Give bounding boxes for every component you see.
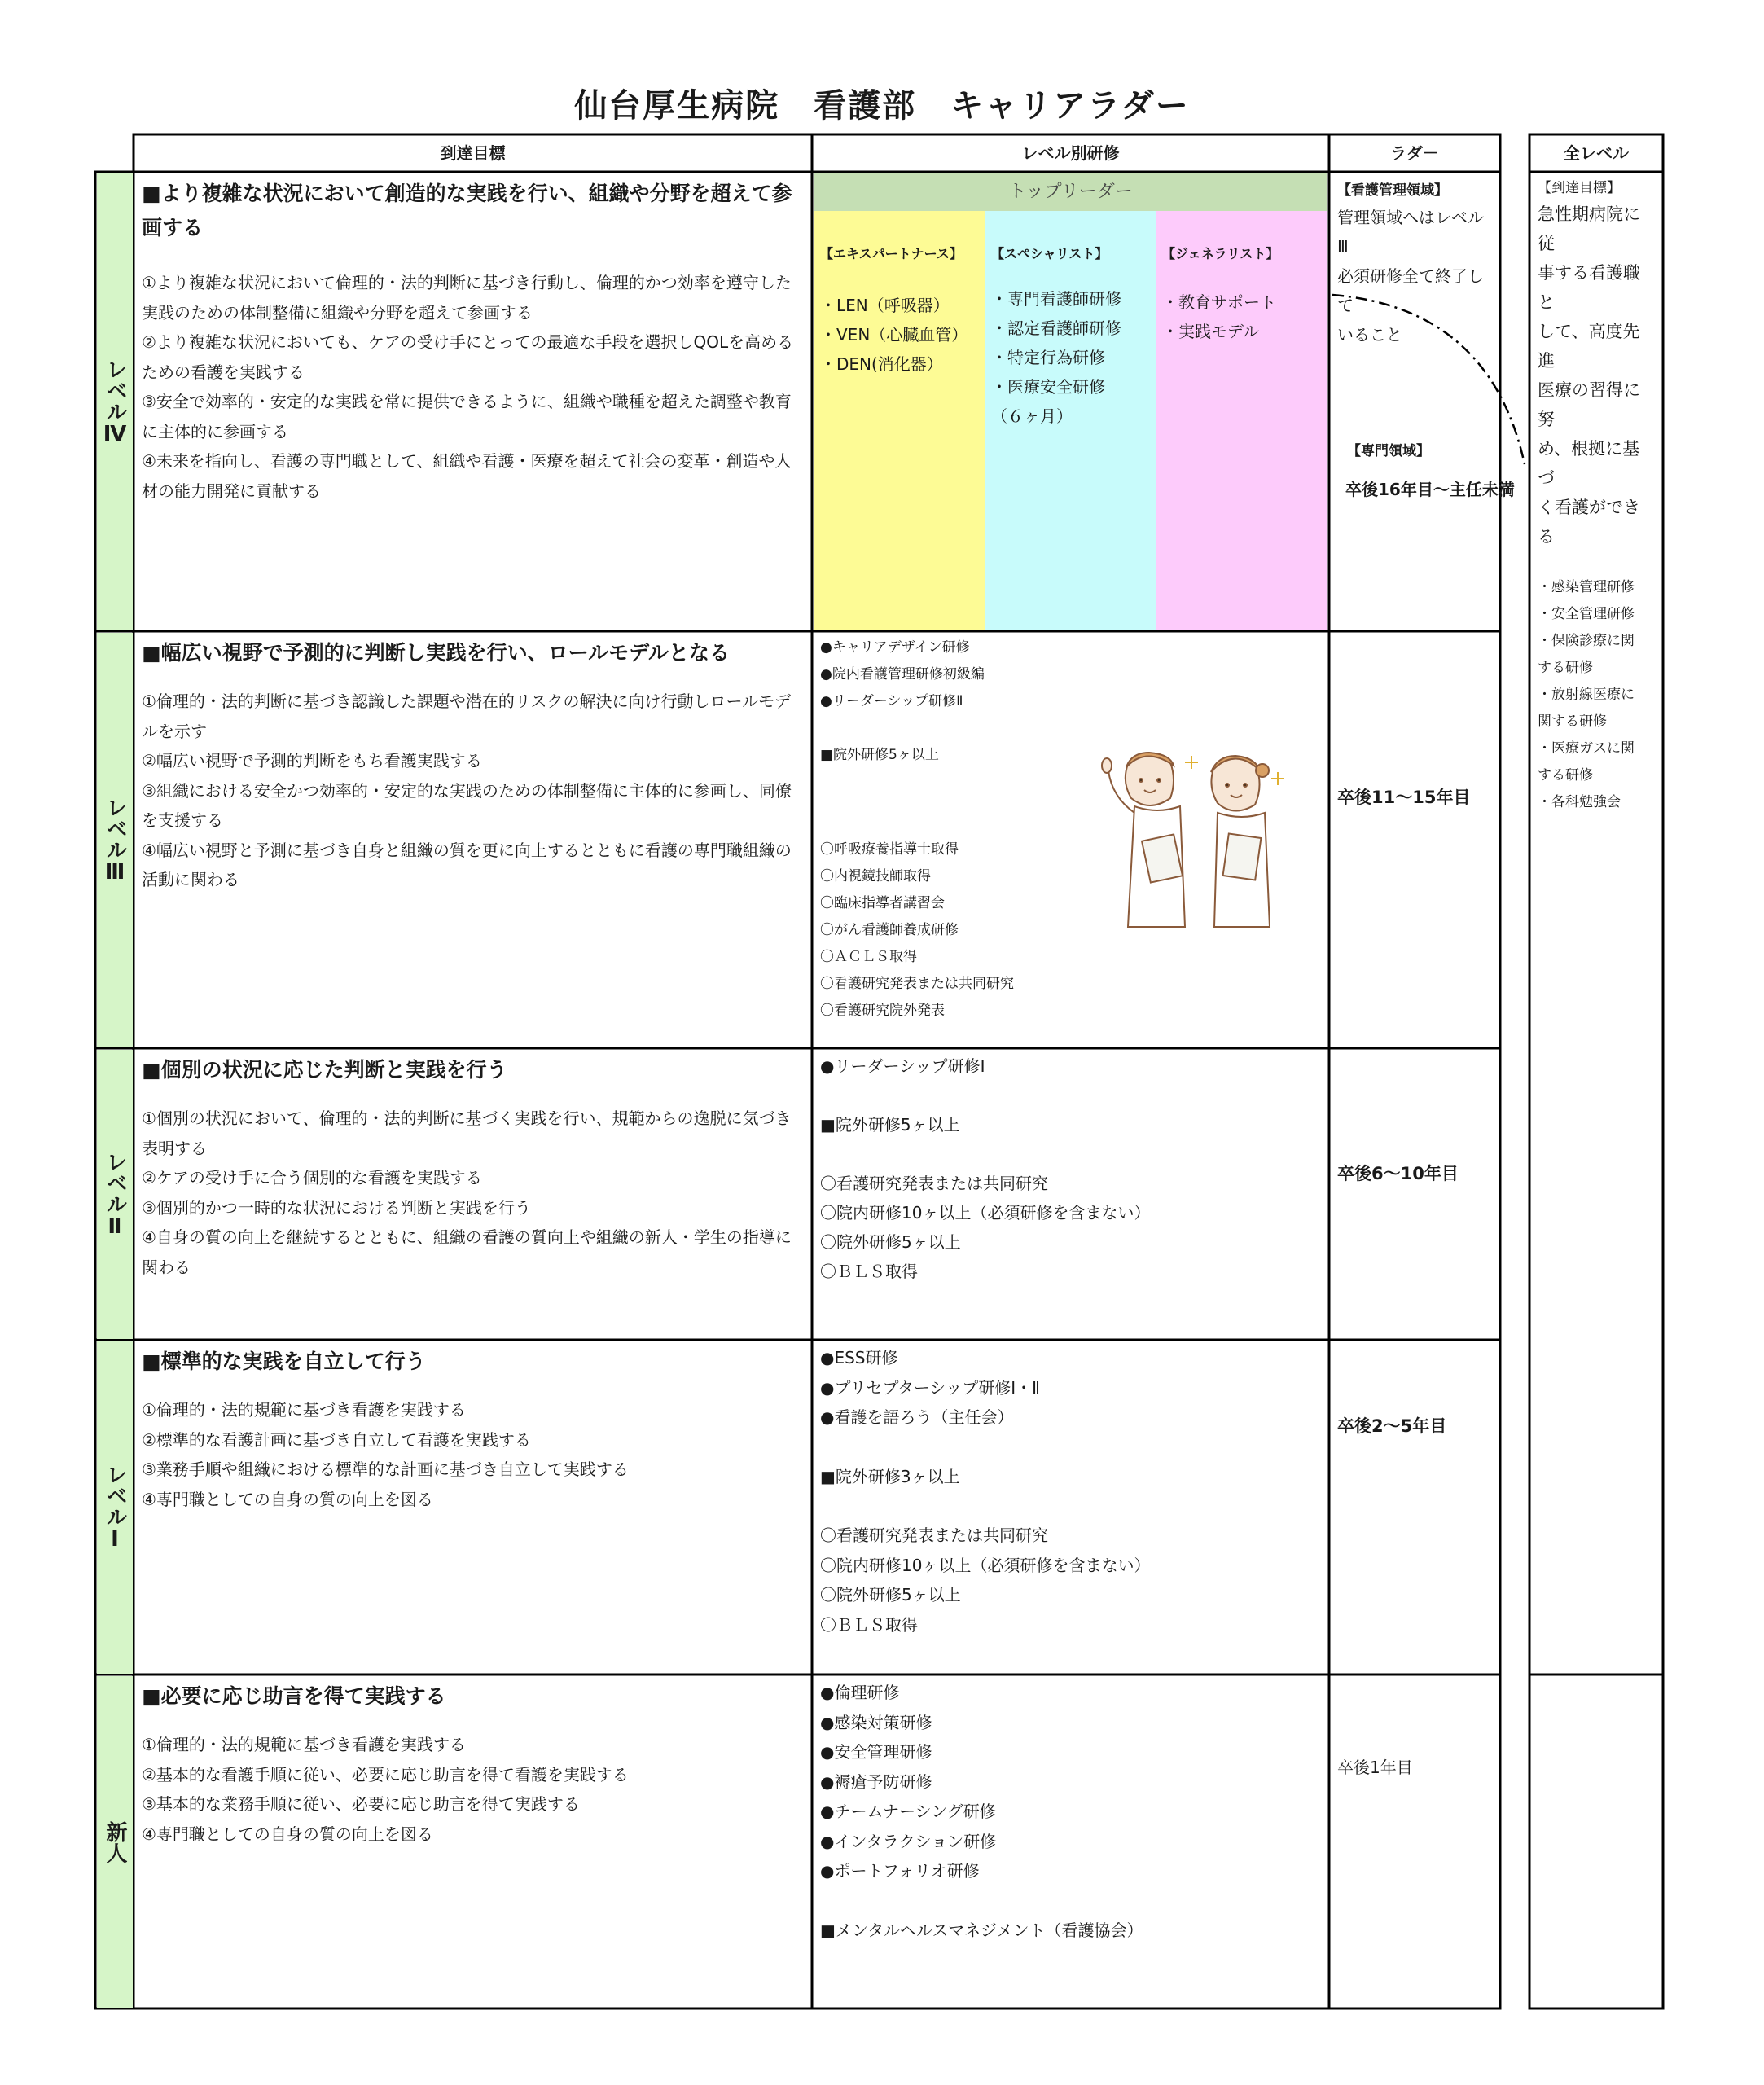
training-cell-new <box>814 1676 1327 2007</box>
level-label-text: 新人 <box>103 1820 127 1863</box>
column-heading: 【エキスパートナース】 <box>820 246 963 261</box>
all-levels-item: ・放射線医療に <box>1538 687 1635 703</box>
goal-cell-new <box>135 1676 810 2007</box>
all-levels-goal-text: して、高度先進 <box>1538 322 1640 371</box>
column-item: ・VEN（心臓血管） <box>820 325 968 345</box>
goal-item: ④未来を指向し、看護の専門職として、組織や看護・医療を超えて社会の変革・創造や人材の能力開発に貢献する <box>142 451 792 501</box>
optional-training: 〇看護研究発表または共同研究 <box>820 976 1014 992</box>
mgmt-heading: 【看護管理領域】 <box>1337 182 1448 199</box>
column-item: （６ヶ月） <box>991 406 1073 426</box>
goal-item: ③組織における安全かつ効率的・安定的な実践のための体制整備に主体的に参画し、同僚を支援する <box>142 780 792 830</box>
all-levels-item: ・安全管理研修 <box>1538 606 1635 622</box>
external-training: ■院外研修5ヶ以上 <box>820 1115 960 1135</box>
required-training: ●チームナーシング研修 <box>820 1802 996 1821</box>
level-label-text: レベルⅢ <box>103 796 127 884</box>
column-item: ・LEN（呼吸器） <box>820 296 950 315</box>
optional-training: 〇看護研究院外発表 <box>820 1003 945 1019</box>
goal-cell-level-1 <box>135 1341 810 1673</box>
ladder-years: 卒後2～5年目 <box>1337 1416 1447 1436</box>
required-training: ●ポートフォリオ研修 <box>820 1861 980 1881</box>
column-item: ・DEN(消化器） <box>820 354 943 374</box>
goal-item: ③基本的な業務手順に従い、必要に応じ助言を得て実践する <box>142 1794 580 1814</box>
ladder-cell-level-1 <box>1331 1341 1499 1673</box>
training-cell-level-2 <box>814 1050 1327 1338</box>
all-levels-goal-text: 医療の習得に努 <box>1538 380 1640 429</box>
required-training: ●院内看護管理研修初級編 <box>820 666 985 683</box>
header-goal: 到達目標 <box>440 143 506 163</box>
goal-item: ③業務手順や組織における標準的な計画に基づき自立して実践する <box>142 1460 629 1479</box>
required-training: ●看護を語ろう（主任会） <box>820 1407 1014 1427</box>
ladder-years: 卒後16年目～主任未満 <box>1345 480 1515 499</box>
specialist-column <box>985 211 1156 630</box>
spec-heading: 【専門領域】 <box>1347 443 1430 459</box>
goal-item: ①倫理的・法的規範に基づき看護を実践する <box>142 1735 466 1754</box>
optional-training: 〇院内研修10ヶ以上（必須研修を含まない） <box>820 1555 1151 1575</box>
goal-title: ■幅広い視野で予測的に判断し実践を行い、ロールモデルとなる <box>142 641 730 665</box>
required-training: ●リーダーシップ研修Ⅰ <box>820 1056 985 1076</box>
level-label-text: レベルⅣ <box>103 358 127 446</box>
ladder-years: 卒後6～10年目 <box>1337 1164 1459 1183</box>
all-levels-cell <box>1531 173 1661 810</box>
nurses-illustration <box>1095 748 1291 935</box>
top-leader-band: トップリーダー <box>814 173 1327 211</box>
optional-training: 〇院内研修10ヶ以上（必須研修を含まない） <box>820 1203 1151 1222</box>
required-training: ●リーダーシップ研修Ⅱ <box>820 693 963 709</box>
goal-cell-level-3 <box>135 633 810 1047</box>
column-item: ・認定看護師研修 <box>991 318 1121 338</box>
goal-item: ①倫理的・法的規範に基づき看護を実践する <box>142 1400 466 1420</box>
required-training: ●キャリアデザイン研修 <box>820 639 970 656</box>
optional-training: 〇看護研究発表または共同研究 <box>820 1525 1048 1545</box>
all-levels-item: ・保険診療に関 <box>1538 633 1635 649</box>
all-levels-item: ・医療ガスに関 <box>1538 740 1635 757</box>
goal-item: ②ケアの受け手に合う個別的な看護を実践する <box>142 1168 482 1187</box>
column-heading: 【ジェネラリスト】 <box>1162 246 1279 261</box>
all-levels-goal-text: 事する看護職と <box>1538 263 1640 312</box>
goal-item: ②幅広い視野で予測的判断をもち看護実践する <box>142 751 482 770</box>
level-label-2 <box>97 1050 133 1339</box>
goal-cell-level-4 <box>135 173 810 630</box>
goal-item: ②より複雑な状況においても、ケアの受け手にとっての最適な手段を選択しQOLを高めるための看護を実践する <box>142 332 794 382</box>
optional-training: 〇院外研修5ヶ以上 <box>820 1232 961 1252</box>
ladder-cell-level-3 <box>1331 633 1499 1047</box>
column-item: ・医療安全研修 <box>991 377 1105 397</box>
mgmt-text: 必須研修全て終了して <box>1337 266 1484 315</box>
goal-item: ③個別的かつ一時的な状況における判断と実践を行う <box>142 1197 531 1218</box>
header-all-levels: 全レベル <box>1564 143 1629 163</box>
goal-item: ③安全で効率的・安定的な実践を常に提供できるように、組織や職種を超えた調整や教育に主体的に参画する <box>142 392 792 441</box>
level-label-1 <box>97 1341 133 1674</box>
goal-title: ■より複雑な状況において創造的な実践を行い、組織や分野を超えて参画する <box>142 182 792 239</box>
level-label-text: レベルⅡ <box>103 1150 127 1239</box>
optional-training: 〇がん看護師養成研修 <box>820 922 959 938</box>
all-levels-item: 関する研修 <box>1538 713 1607 730</box>
goal-item: ②標準的な看護計画に基づき自立して看護を実践する <box>142 1429 531 1450</box>
goal-item: ①より複雑な状況において倫理的・法的判断に基づき行動し、倫理的かつ効率を遵守した実践のための体制整備に組織や分野を超えて参画する <box>142 273 792 323</box>
expert-nurse-column <box>814 211 985 630</box>
all-levels-item: ・各科勉強会 <box>1538 794 1621 810</box>
all-levels-goal-text: く看護ができる <box>1538 498 1640 546</box>
column-heading: 【スペシャリスト】 <box>991 246 1108 261</box>
column-item: ・教育サポート <box>1162 292 1276 312</box>
required-training: ●感染対策研修 <box>820 1712 932 1732</box>
all-levels-goal-heading: 【到達目標】 <box>1538 180 1621 196</box>
required-training: ●倫理研修 <box>820 1683 900 1702</box>
header-ladder: ラダ－ <box>1390 143 1439 163</box>
goal-item: ④自身の質の向上を継続するとともに、組織の看護の質向上や組織の新人・学生の指導に関わる <box>142 1227 792 1277</box>
optional-training: 〇看護研究発表または共同研究 <box>820 1174 1048 1193</box>
required-training: ●安全管理研修 <box>820 1742 932 1762</box>
optional-training: 〇院外研修5ヶ以上 <box>820 1585 961 1604</box>
page-title: 仙台厚生病院 看護部 キャリアラダー <box>574 87 1190 125</box>
level-label-4 <box>97 173 133 630</box>
external-training: ■院外研修3ヶ以上 <box>820 1466 960 1486</box>
goal-title: ■個別の状況に応じた判断と実践を行う <box>142 1058 507 1082</box>
optional-training: 〇呼吸療養指導士取得 <box>820 841 959 858</box>
optional-training: 〇ＢＬＳ取得 <box>820 1614 918 1635</box>
ladder-years: 卒後1年目 <box>1337 1758 1413 1777</box>
mgmt-text: 管理領域へはレベルⅢ <box>1337 208 1484 257</box>
required-training: ●褥瘡予防研修 <box>820 1771 932 1792</box>
training-cell-level-1 <box>814 1341 1327 1673</box>
ladder-cell-level-2 <box>1331 1050 1499 1338</box>
mgmt-text: いること <box>1337 325 1402 345</box>
optional-training: 〇ＢＬＳ取得 <box>820 1262 918 1281</box>
goal-cell-level-2 <box>135 1050 810 1338</box>
all-levels-item: する研修 <box>1538 660 1593 676</box>
header-training: レベル別研修 <box>1021 143 1120 163</box>
ladder-cell-new <box>1331 1676 1499 2007</box>
required-training: ●ESS研修 <box>820 1348 898 1367</box>
optional-training: 〇ＡＣＬＳ取得 <box>820 949 917 965</box>
goal-title: ■必要に応じ助言を得て実践する <box>142 1684 446 1708</box>
optional-training: 〇臨床指導者講習会 <box>820 895 945 911</box>
external-training: ■メンタルヘルスマネジメント（看護協会） <box>820 1920 1143 1940</box>
goal-item: ④専門職としての自身の質の向上を図る <box>142 1489 433 1509</box>
column-item: ・実践モデル <box>1162 322 1259 341</box>
level-label-text: レベルⅠ <box>103 1464 127 1552</box>
level-label-3 <box>97 633 133 1047</box>
ladder-cell-level-4 <box>1331 173 1515 630</box>
external-training: ■院外研修5ヶ以上 <box>820 747 939 763</box>
required-training: ●プリセプターシップ研修Ⅰ・Ⅱ <box>820 1377 1040 1398</box>
goal-item: ④専門職としての自身の質の向上を図る <box>142 1824 433 1844</box>
ladder-years: 卒後11～15年目 <box>1337 788 1471 807</box>
goal-item: ②基本的な看護手順に従い、必要に応じ助言を得て看護を実践する <box>142 1764 629 1784</box>
goal-title: ■標準的な実践を自立して行う <box>142 1350 426 1373</box>
column-item: ・専門看護師研修 <box>991 289 1121 309</box>
level-label-new <box>97 1676 133 2008</box>
generalist-column <box>1156 211 1327 630</box>
goal-item: ④幅広い視野と予測に基づき自身と組織の質を更に向上するとともに看護の専門職組織の活動に関わる <box>142 840 792 889</box>
required-training: ●インタラクション研修 <box>820 1831 997 1851</box>
goal-item: ①個別の状況において、倫理的・法的判断に基づく実践を行い、規範からの逸脱に気づき表明する <box>142 1108 792 1158</box>
all-levels-item: する研修 <box>1538 767 1593 784</box>
optional-training: 〇内視鏡技師取得 <box>820 868 931 884</box>
all-levels-goal-text: 急性期病院に従 <box>1538 204 1640 253</box>
column-item: ・特定行為研修 <box>991 348 1105 367</box>
all-levels-item: ・感染管理研修 <box>1538 579 1635 595</box>
training-cell-level-4 <box>814 173 1327 630</box>
goal-item: ①倫理的・法的判断に基づき認識した課題や潜在的リスクの解決に向け行動しロールモデルを示す <box>142 691 792 741</box>
all-levels-goal-text: め、根拠に基づ <box>1538 439 1640 488</box>
